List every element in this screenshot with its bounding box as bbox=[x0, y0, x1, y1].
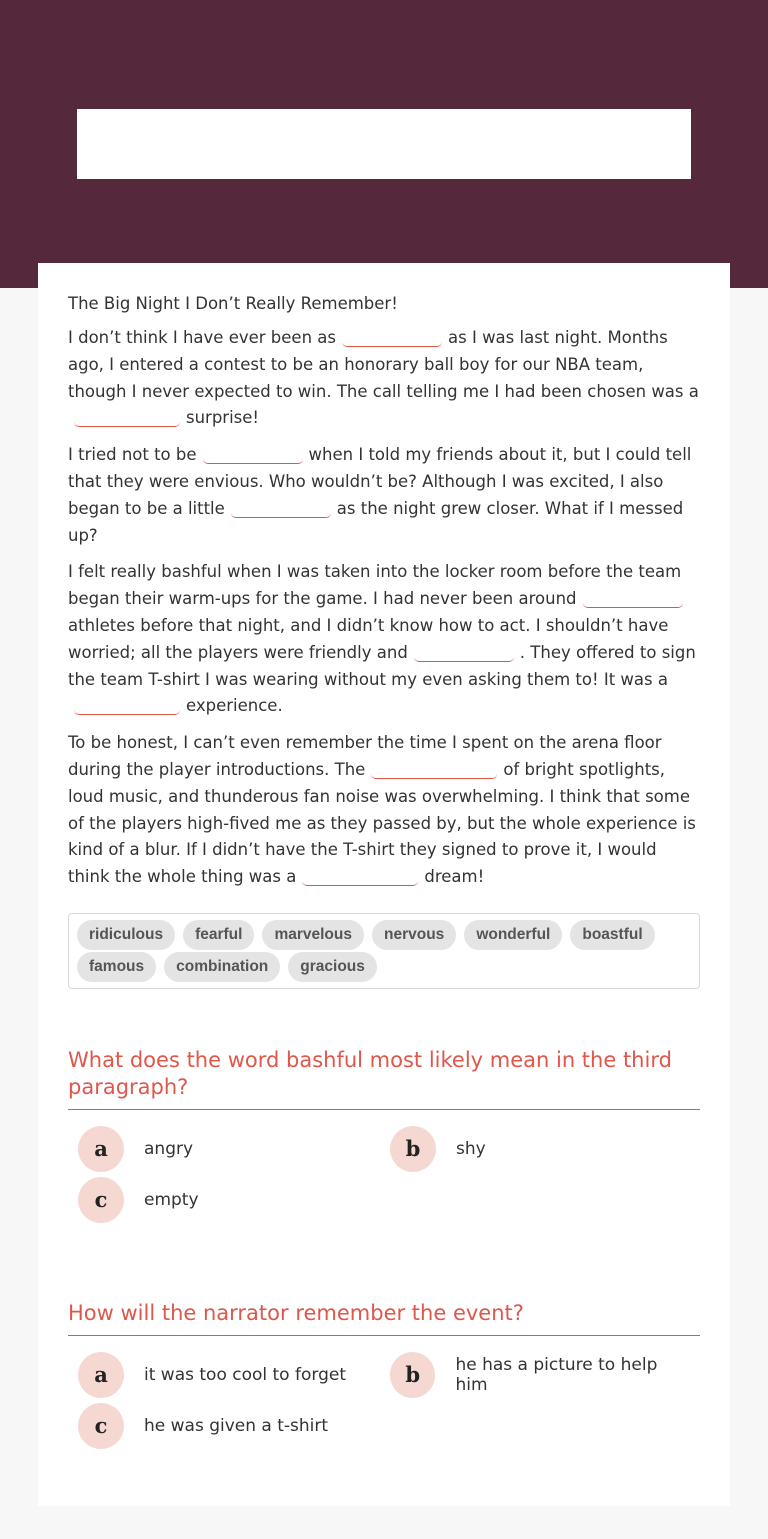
answer-option-a[interactable] bbox=[68, 1126, 380, 1172]
word-chip[interactable]: nervous bbox=[372, 920, 456, 950]
blank-input-9[interactable] bbox=[302, 865, 418, 886]
worksheet-content bbox=[68, 293, 700, 1454]
worksheet-sheet bbox=[38, 263, 730, 1506]
worksheet-title-box bbox=[77, 109, 691, 179]
question-text: What does the word bashful most likely mean in the third paragraph? bbox=[68, 1047, 700, 1110]
option-letter-badge: c bbox=[78, 1403, 124, 1449]
blank-input-6[interactable] bbox=[414, 641, 514, 662]
answer-option-b[interactable] bbox=[380, 1126, 692, 1172]
question-1 bbox=[68, 1047, 700, 1228]
blank-input-8[interactable] bbox=[371, 758, 497, 779]
paragraph-text: I tried not to be bbox=[68, 445, 197, 465]
answer-option-a[interactable] bbox=[68, 1352, 380, 1398]
word-chip[interactable]: ridiculous bbox=[77, 920, 175, 950]
story-paragraph-3 bbox=[68, 559, 700, 720]
paragraph-text: when I told my friends about it, but I could tell that they were envious. Who wouldn’t be? Although I was excited, I also began to be a little bbox=[68, 445, 692, 518]
word-bank bbox=[68, 913, 700, 989]
paragraph-text: athletes before that night, and I didn’t know how to act. I shouldn’t have worried; all the players were friendly and bbox=[68, 615, 669, 662]
story-paragraph-1 bbox=[68, 325, 700, 432]
paragraph-text: surprise! bbox=[186, 408, 260, 428]
option-letter-badge: a bbox=[78, 1126, 124, 1172]
story-paragraph-2 bbox=[68, 442, 700, 549]
answer-options bbox=[68, 1352, 700, 1454]
answer-option-b[interactable] bbox=[380, 1352, 692, 1398]
answer-option-c[interactable] bbox=[68, 1403, 380, 1449]
story-title: The Big Night I Don’t Really Remember! bbox=[68, 294, 398, 313]
blank-input-5[interactable] bbox=[583, 587, 683, 608]
word-chip[interactable]: gracious bbox=[288, 952, 377, 982]
paragraph-text: dream! bbox=[424, 867, 485, 887]
answer-option-c[interactable] bbox=[68, 1177, 380, 1223]
option-text: he has a picture to help him bbox=[455, 1354, 658, 1395]
question-2 bbox=[68, 1300, 700, 1454]
story-paragraph-4 bbox=[68, 730, 700, 891]
blank-input-7[interactable] bbox=[74, 694, 180, 715]
blank-input-4[interactable] bbox=[231, 497, 331, 518]
paragraph-text: as the night grew closer. What if I messed up? bbox=[68, 498, 684, 545]
option-text: angry bbox=[144, 1138, 194, 1159]
word-chip[interactable]: wonderful bbox=[464, 920, 562, 950]
option-text: he was given a t-shirt bbox=[144, 1415, 329, 1436]
option-letter-badge: c bbox=[78, 1177, 124, 1223]
word-chip[interactable]: boastful bbox=[570, 920, 654, 950]
paragraph-text: I felt really bashful when I was taken into the locker room before the team began their warm-ups for the game. I had never been around bbox=[68, 562, 682, 609]
option-letter-badge: a bbox=[78, 1352, 124, 1398]
option-letter-badge: b bbox=[390, 1126, 436, 1172]
blank-input-3[interactable] bbox=[203, 443, 303, 464]
option-text: shy bbox=[456, 1138, 486, 1159]
option-letter-badge: b bbox=[390, 1352, 435, 1398]
word-chip[interactable]: marvelous bbox=[262, 920, 364, 950]
paragraph-text: of bright spotlights, loud music, and thunderous fan noise was overwhelming. I think that some of the players high-fived me as they passed by, but the whole experience is kind of a blur. If I didn’t have the T-shirt they signed to prove it, I would think the whole thing was a bbox=[68, 759, 696, 887]
word-chip[interactable]: famous bbox=[77, 952, 156, 982]
blank-input-2[interactable] bbox=[74, 406, 180, 427]
word-chip[interactable]: combination bbox=[164, 952, 280, 982]
option-text: it was too cool to forget bbox=[144, 1364, 346, 1385]
paragraph-text: . They offered to sign the team T-shirt I was wearing without my even asking them to! It was a bbox=[68, 642, 696, 689]
paragraph-text: I don’t think I have ever been as bbox=[68, 328, 336, 347]
option-text: empty bbox=[144, 1189, 199, 1210]
word-chip[interactable]: fearful bbox=[183, 920, 254, 950]
answer-options bbox=[68, 1126, 700, 1228]
paragraph-text: as I was last night. Months ago, I entered a contest to be an honorary ball boy for our NBA team, though I never expected to win. The call telling me I had been chosen was a bbox=[68, 328, 699, 401]
blank-input-1[interactable] bbox=[342, 326, 442, 347]
question-text: How will the narrator remember the event? bbox=[68, 1300, 700, 1336]
paragraph-text: experience. bbox=[186, 696, 283, 716]
paragraph-text: To be honest, I can’t even remember the time I spent on the arena floor during the player introductions. The bbox=[68, 733, 662, 779]
